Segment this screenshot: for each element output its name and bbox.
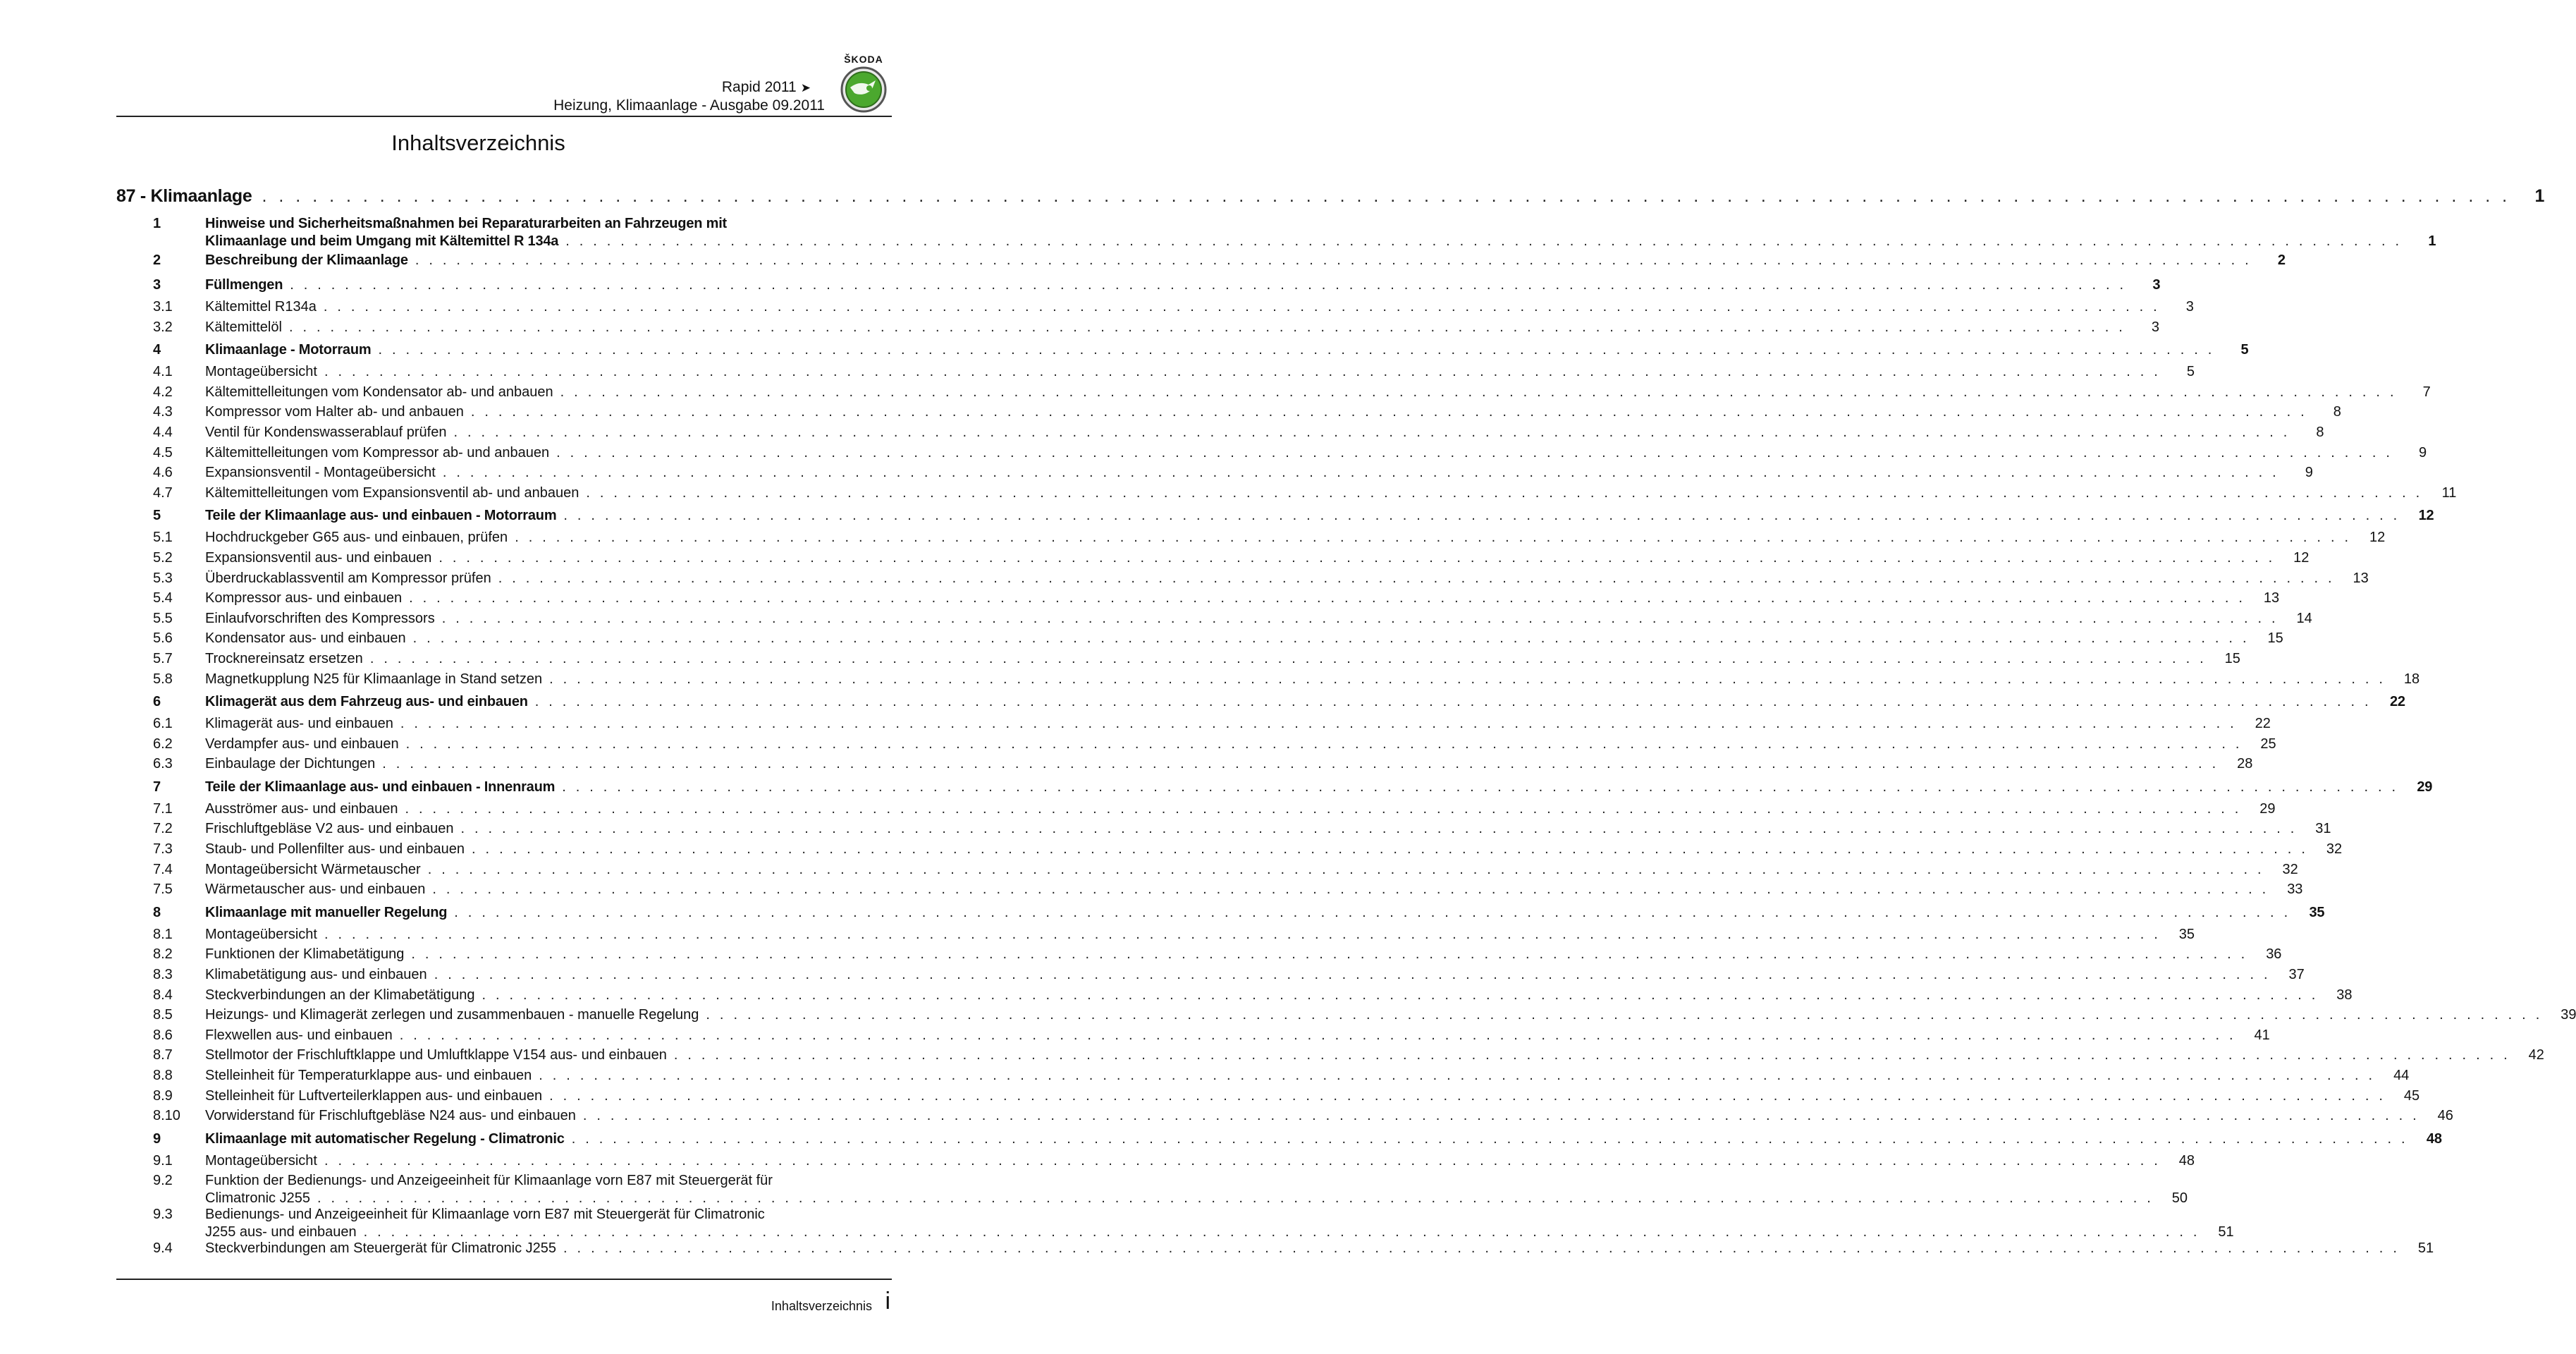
toc-section-entry[interactable]	[116, 779, 2433, 801]
entry-title: Füllmengen	[205, 277, 283, 293]
entry-page: 8	[2333, 404, 2341, 420]
entry-page: 37	[2288, 967, 2305, 983]
entry-page: 1	[2428, 233, 2436, 249]
entry-number: 6	[153, 694, 161, 710]
entry-number: 5	[153, 508, 161, 524]
dot-leader	[706, 1007, 2542, 1023]
entry-number: 9	[153, 1130, 161, 1147]
page-title: Inhaltsverzeichnis	[391, 130, 565, 155]
entry-title-continued: J255 aus- und einbauen	[205, 1224, 357, 1240]
dot-leader	[563, 1240, 2400, 1257]
footer-page-number: i	[885, 1288, 890, 1315]
footer-label: Inhaltsverzeichnis	[771, 1299, 872, 1313]
entry-number: 8.6	[153, 1027, 173, 1043]
entry-page: 44	[2393, 1068, 2410, 1083]
entry-title: Einbaulage der Dichtungen	[205, 756, 376, 772]
toc-subsection-entry[interactable]	[116, 590, 2280, 611]
entry-title: Stellmotor der Frischluftklappe und Umluftklappe V154 aus- und einbauen	[205, 1047, 667, 1063]
dot-leader	[324, 364, 2161, 380]
toc-subsection-entry[interactable]	[116, 946, 2282, 967]
next-arrow-icon[interactable]: ➤	[800, 81, 811, 94]
entry-title: Montageübersicht	[205, 364, 317, 380]
toc-section-entry[interactable]	[116, 342, 2249, 364]
dot-leader	[460, 821, 2297, 837]
toc-subsection-entry[interactable]	[116, 987, 2353, 1008]
dot-leader	[409, 590, 2245, 606]
entry-page: 45	[2403, 1087, 2420, 1104]
entry-title: Einlaufvorschriften des Kompressors	[205, 610, 435, 626]
toc-subsection-entry[interactable]	[116, 1068, 2410, 1088]
toc-subsection-entry[interactable]	[116, 465, 2313, 485]
skoda-winged-arrow-icon	[840, 66, 887, 113]
entry-number: 1	[153, 216, 161, 231]
toc-section-entry[interactable]	[116, 694, 2405, 716]
entry-title: Expansionsventil aus- und einbauen	[205, 549, 432, 566]
dot-leader	[438, 550, 2275, 566]
entry-number: 5.6	[153, 630, 173, 647]
dot-leader	[324, 1153, 2161, 1169]
entry-number: 7.2	[153, 821, 173, 837]
entry-number: 7.4	[153, 861, 173, 877]
dot-leader	[572, 1131, 2408, 1147]
entry-page: 11	[2441, 484, 2457, 501]
entry-page: 28	[2237, 756, 2253, 772]
entry-page: 42	[2528, 1047, 2544, 1063]
entry-page: 3	[2185, 299, 2194, 315]
entry-number: 7.1	[153, 800, 173, 817]
toc-subsection-entry[interactable]	[116, 1152, 2195, 1173]
dot-leader	[535, 694, 2372, 710]
dot-leader	[289, 319, 2126, 336]
dot-leader	[290, 277, 2126, 293]
toc-subsection-entry[interactable]	[116, 424, 2324, 445]
entry-number: 5.1	[153, 530, 173, 546]
toc-subsection-entry[interactable]	[116, 861, 2298, 882]
entry-number: 4.3	[153, 404, 173, 420]
toc-subsection-entry[interactable]	[116, 882, 2303, 902]
entry-page: 9	[2418, 444, 2427, 461]
entry-number: 9.1	[153, 1152, 173, 1169]
dot-leader	[471, 404, 2307, 420]
toc-subsection-entry[interactable]	[116, 756, 2253, 776]
toc-section-entry[interactable]	[116, 216, 2436, 250]
entry-number: 9.4	[153, 1240, 173, 1257]
entry-page: 35	[2309, 904, 2325, 920]
entry-number: 8.3	[153, 967, 173, 983]
entry-number: 6.2	[153, 736, 173, 752]
dot-leader	[515, 530, 2351, 546]
entry-title: Montageübersicht	[205, 926, 317, 942]
entry-number: 8	[153, 904, 161, 920]
entry-number: 4.6	[153, 465, 173, 481]
entry-title: Vorwiderstand für Frischluftgebläse N24 aus- und einbauen	[205, 1108, 576, 1124]
entry-title: Kältemittelleitungen vom Expansionsventil ab- und anbauen	[205, 484, 579, 501]
toc-subsection-entry[interactable]	[116, 364, 2195, 384]
entry-number: 8.2	[153, 946, 173, 963]
dot-leader	[549, 671, 2386, 688]
entry-title-wrap	[205, 216, 2436, 250]
entry-number: 4	[153, 342, 161, 358]
entry-number: 4.1	[153, 364, 173, 380]
entry-title: Verdampfer aus- und einbauen	[205, 736, 399, 752]
dot-leader	[413, 630, 2250, 647]
entry-page: 32	[2326, 841, 2343, 858]
dot-leader	[565, 233, 2402, 250]
entry-title: Magnetkupplung N25 für Klimaanlage in Stand setzen	[205, 671, 543, 687]
entry-title: Ventil für Kondenswasserablauf prüfen	[205, 424, 447, 440]
entry-page: 7	[2422, 384, 2431, 400]
entry-title: Expansionsventil - Montageübersicht	[205, 465, 436, 481]
toc-subsection-entry[interactable]	[116, 926, 2195, 947]
entry-title: Flexwellen aus- und einbauen	[205, 1027, 393, 1043]
dot-leader	[482, 987, 2318, 1004]
dot-leader	[539, 1068, 2375, 1084]
entry-title: Bedienungs- und Anzeigeeinheit für Klimaanlage vorn E87 mit Steuergerät für Climatronic	[205, 1207, 765, 1223]
table-of-contents	[116, 186, 2576, 1261]
entry-page: 3	[2151, 319, 2159, 335]
entry-title: Klimagerät aus dem Fahrzeug aus- und einbauen	[205, 694, 528, 710]
entry-title: Klimaanlage - Motorraum	[205, 342, 372, 358]
dot-leader	[549, 1088, 2386, 1104]
entry-title: Kältemittelleitungen vom Kompressor ab- und anbauen	[205, 444, 550, 461]
toc-subsection-entry[interactable]	[116, 671, 2420, 692]
dot-leader	[556, 445, 2393, 461]
chapter-page: 1	[2534, 186, 2545, 206]
entry-title: Steckverbindungen am Steuergerät für Climatronic J255	[205, 1240, 557, 1257]
entry-number: 8.7	[153, 1047, 173, 1063]
entry-page: 3	[2152, 277, 2161, 293]
dot-leader	[324, 299, 2160, 315]
entry-page: 12	[2418, 508, 2434, 524]
entry-page: 22	[2255, 716, 2271, 732]
toc-subsection-entry[interactable]	[116, 716, 2271, 736]
entry-title: Beschreibung der Klimaanlage	[205, 252, 408, 268]
entry-page: 18	[2403, 671, 2420, 687]
entry-page: 50	[2171, 1190, 2188, 1207]
dot-leader	[428, 862, 2264, 878]
dot-leader	[405, 801, 2242, 817]
entry-page: 13	[2263, 590, 2280, 606]
toc-section-entry[interactable]	[116, 904, 2325, 927]
entry-page: 8	[2316, 424, 2324, 440]
entry-title: Funktionen der Klimabetätigung	[205, 946, 405, 963]
entry-title: Wärmetauscher aus- und einbauen	[205, 882, 426, 898]
entry-title-line2	[205, 233, 2436, 250]
entry-title: Hinweise und Sicherheitsmaßnahmen bei Reparaturarbeiten an Fahrzeugen mit	[205, 216, 728, 231]
dot-leader	[472, 841, 2308, 858]
entry-page: 31	[2315, 821, 2331, 837]
chapter-title: 87 - Klimaanlage	[116, 186, 252, 206]
entry-page: 13	[2353, 570, 2369, 586]
entry-number: 4.4	[153, 424, 173, 440]
dot-leader	[563, 508, 2400, 524]
toc-subsection-entry[interactable]	[116, 1007, 2576, 1027]
toc-subsection-entry[interactable]	[116, 404, 2341, 425]
dot-leader	[364, 1224, 2200, 1240]
entry-page: 14	[2296, 610, 2312, 626]
entry-title: Staub- und Pollenfilter aus- und einbauen	[205, 841, 465, 858]
toc-subsection-entry[interactable]	[116, 610, 2312, 631]
dot-leader	[411, 946, 2247, 963]
toc-subsection-entry[interactable]	[116, 630, 2283, 651]
dot-leader	[317, 1190, 2154, 1207]
entry-page: 38	[2336, 987, 2353, 1003]
dot-leader	[406, 736, 2243, 752]
entry-page: 15	[2224, 650, 2240, 666]
entry-number: 4.2	[153, 384, 173, 400]
entry-title: Klimagerät aus- und einbauen	[205, 716, 393, 732]
entry-title: Heizungs- und Klimagerät zerlegen und zusammenbauen - manuelle Regelung	[205, 1007, 699, 1023]
entry-number: 9.3	[153, 1207, 173, 1223]
toc-subsection-entry[interactable]	[116, 444, 2427, 465]
dot-leader	[586, 485, 2422, 501]
entry-page: 51	[2417, 1240, 2434, 1257]
toc-subsection-entry[interactable]	[116, 1240, 2434, 1261]
entry-title: Kompressor vom Halter ab- und anbauen	[205, 404, 464, 420]
entry-title: Ausströmer aus- und einbauen	[205, 800, 398, 817]
entry-number: 8.1	[153, 926, 173, 942]
entry-number: 4.5	[153, 444, 173, 461]
entry-page: 5	[2186, 364, 2195, 380]
toc-subsection-entry[interactable]	[116, 319, 2159, 340]
entry-page: 33	[2287, 882, 2303, 898]
dot-leader	[453, 425, 2290, 441]
toc-subsection-entry[interactable]	[116, 530, 2386, 550]
toc-subsection-entry[interactable]	[116, 549, 2310, 571]
toc-subsection-entry[interactable]	[116, 650, 2240, 671]
entry-number: 6.1	[153, 716, 173, 732]
dot-leader	[324, 927, 2161, 943]
entry-title: Klimaanlage mit manueller Regelung	[205, 904, 448, 920]
entry-page: 35	[2178, 926, 2195, 942]
header-subtitle: Heizung, Klimaanlage - Ausgabe 09.2011	[553, 97, 825, 114]
entry-number: 8.4	[153, 987, 173, 1003]
toc-subsection-entry[interactable]	[116, 1108, 2453, 1128]
entry-number: 3	[153, 277, 161, 293]
entry-title: Trocknereinsatz ersetzen	[205, 650, 363, 666]
entry-page: 41	[2254, 1027, 2270, 1043]
entry-title-continued: Klimaanlage und beim Umgang mit Kältemittel R 134a	[205, 233, 559, 249]
toc-section-entry[interactable]	[116, 1130, 2442, 1153]
entry-page: 32	[2282, 861, 2298, 877]
entry-page: 9	[2305, 465, 2313, 481]
skoda-logo	[835, 49, 892, 114]
entry-title: Kompressor aus- und einbauen	[205, 590, 403, 606]
dot-leader	[442, 611, 2278, 627]
entry-number: 9.2	[153, 1173, 173, 1189]
entry-page: 29	[2417, 779, 2433, 795]
dot-leader	[262, 186, 2511, 207]
dot-leader	[432, 882, 2269, 898]
entry-title: Überdruckablassventil am Kompressor prüfen	[205, 570, 491, 586]
toc-subsection-entry[interactable]	[116, 967, 2305, 987]
entry-number: 5.7	[153, 650, 173, 666]
dot-leader	[560, 384, 2397, 401]
entry-page: 46	[2437, 1108, 2453, 1124]
entry-number: 8.10	[153, 1108, 180, 1124]
entry-page: 12	[2293, 549, 2310, 566]
dot-leader	[562, 779, 2398, 795]
dot-leader	[434, 967, 2271, 983]
entry-title-wrap	[205, 1207, 2234, 1240]
entry-page: 29	[2259, 800, 2276, 817]
entry-page: 22	[2389, 694, 2405, 710]
entry-number: 4.7	[153, 484, 173, 501]
toc-subsection-entry[interactable]	[116, 1087, 2420, 1109]
entry-number: 3.2	[153, 319, 173, 335]
dot-leader	[498, 571, 2335, 587]
entry-number: 7.3	[153, 841, 173, 858]
entry-number: 5.8	[153, 671, 173, 687]
toc-subsection-entry[interactable]	[116, 484, 2457, 506]
dot-leader	[382, 756, 2219, 772]
entry-title: Montageübersicht	[205, 1152, 317, 1169]
dot-leader	[454, 905, 2290, 921]
entry-number: 6.3	[153, 756, 173, 772]
header-model-line	[722, 79, 811, 96]
entry-title-line2	[205, 1224, 2234, 1240]
entry-title-wrap	[205, 1173, 2188, 1207]
entry-title: Kältemittel R134a	[205, 299, 317, 315]
toc-subsection-entry[interactable]	[116, 736, 2276, 757]
entry-title: Stelleinheit für Temperaturklappe aus- und einbauen	[205, 1068, 532, 1083]
entry-page: 51	[2218, 1224, 2234, 1240]
entry-page: 12	[2369, 530, 2386, 546]
toc-subsection-entry[interactable]	[116, 821, 2331, 841]
entry-title: Kondensator aus- und einbauen	[205, 630, 406, 647]
entry-number: 8.5	[153, 1007, 173, 1023]
chapter-entry[interactable]	[116, 186, 2545, 213]
entry-page: 48	[2426, 1130, 2442, 1147]
entry-number: 5.4	[153, 590, 173, 606]
entry-title: Kältemittelleitungen vom Kondensator ab- und anbauen	[205, 384, 553, 400]
dot-leader	[583, 1108, 2419, 1124]
dot-leader	[370, 651, 2207, 667]
header-rule	[116, 116, 892, 117]
entry-page: 2	[2277, 252, 2286, 268]
entry-title: Stelleinheit für Luftverteilerklappen aus- und einbauen	[205, 1087, 543, 1104]
entry-title: Hochdruckgeber G65 aus- und einbauen, prüfen	[205, 530, 508, 546]
entry-title-line2	[205, 1190, 2188, 1207]
entry-title: Klimabetätigung aus- und einbauen	[205, 967, 427, 983]
entry-number: 5.2	[153, 549, 173, 566]
entry-number: 5.3	[153, 570, 173, 586]
toc-subsection-entry[interactable]	[116, 384, 2431, 405]
toc-section-entry[interactable]	[116, 277, 2161, 299]
entry-title: Teile der Klimaanlage aus- und einbauen - Motorraum	[205, 508, 557, 524]
footer-rule	[116, 1279, 892, 1280]
entry-number: 8.9	[153, 1087, 173, 1104]
entry-number: 3.1	[153, 299, 173, 315]
entry-number: 8.8	[153, 1068, 173, 1083]
entry-number: 7.5	[153, 882, 173, 898]
dot-leader	[400, 1027, 2236, 1044]
entry-page: 5	[2240, 342, 2249, 358]
entry-title: Teile der Klimaanlage aus- und einbauen - Innenraum	[205, 779, 556, 795]
toc-subsection-entry[interactable]	[116, 800, 2276, 822]
entry-page: 36	[2266, 946, 2282, 963]
toc-section-entry[interactable]	[116, 508, 2434, 530]
entry-number: 5.5	[153, 610, 173, 626]
dot-leader	[400, 716, 2237, 732]
entry-title: Montageübersicht Wärmetauscher	[205, 861, 421, 877]
entry-page: 48	[2178, 1152, 2195, 1169]
entry-title-continued: Climatronic J255	[205, 1190, 310, 1207]
toc-subsection-entry[interactable]	[116, 1173, 2188, 1207]
dot-leader	[378, 342, 2214, 358]
header-model: Rapid 2011	[721, 79, 797, 95]
toc-subsection-entry[interactable]	[116, 570, 2369, 591]
entry-title: Kältemittelöl	[205, 319, 282, 335]
dot-leader	[674, 1047, 2510, 1063]
entry-page: 39	[2560, 1007, 2576, 1023]
entry-title: Klimaanlage mit automatischer Regelung - Climatronic	[205, 1130, 565, 1147]
entry-page: 15	[2267, 630, 2283, 647]
toc-subsection-entry[interactable]	[116, 299, 2194, 319]
entry-title: Steckverbindungen an der Klimabetätigung	[205, 987, 475, 1003]
page-header	[116, 49, 892, 116]
brand-wordmark: ŠKODA	[844, 54, 883, 65]
entry-title: Frischluftgebläse V2 aus- und einbauen	[205, 821, 454, 837]
entry-number: 2	[153, 252, 161, 268]
dot-leader	[443, 465, 2279, 481]
toc-subsection-entry[interactable]	[116, 841, 2343, 862]
toc-subsection-entry[interactable]	[116, 1047, 2544, 1068]
entry-page: 25	[2260, 736, 2276, 752]
entry-title: Funktion der Bedienungs- und Anzeigeeinheit für Klimaanlage vorn E87 mit Steuergerät für	[205, 1173, 773, 1189]
dot-leader	[415, 252, 2252, 269]
toc-subsection-entry[interactable]	[116, 1207, 2234, 1240]
toc-subsection-entry[interactable]	[116, 1027, 2270, 1048]
entry-number: 7	[153, 779, 161, 795]
toc-section-entry[interactable]	[116, 252, 2286, 274]
